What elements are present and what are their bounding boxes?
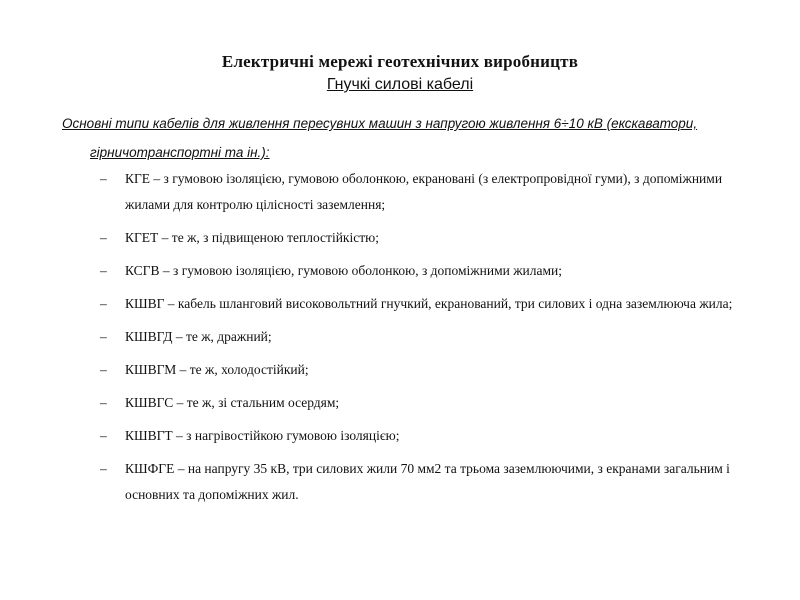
cable-type-list [100,166,760,515]
dash-bullet: – [100,461,107,476]
list-item-text: КГЕТ – те ж, з підвищеною теплостійкістю; [125,230,379,245]
slide-title: Електричні мережі геотехнічних виробництв [221,52,579,71]
list-item [100,390,760,416]
dash-bullet: – [100,329,107,344]
list-item [100,357,760,383]
list-item [100,291,760,317]
intro-line-2: гірничотранспортні та ін.): [90,145,270,160]
list-item [100,166,760,218]
dash-bullet: – [100,296,107,311]
dash-bullet: – [100,171,107,186]
slide-subtitle: Гнучкі силові кабелі [326,76,474,93]
dash-bullet: – [100,362,107,377]
list-item-text: КШВГМ – те ж, холодостійкий; [125,362,309,377]
intro-text [62,109,742,167]
list-item [100,423,760,449]
dash-bullet: – [100,428,107,443]
list-item-text: КШВГД – те ж, дражний; [125,329,272,344]
list-item [100,324,760,350]
list-item-text: КШВГТ – з нагрівостійкою гумовою ізоляцією; [125,428,400,443]
intro-line-1: Основні типи кабелів для живлення пересувних машин з напругою живлення 6÷10 кВ (екскаватори, [62,116,698,131]
list-item-text: КШФГЕ – на напругу 35 кВ, три силових жили 70 мм2 та трьома заземлюючими, з екранами загальним і основних та допоміжних жил. [125,461,730,502]
list-item [100,258,760,284]
list-item-text: КГЕ – з гумовою ізоляцією, гумовою оболонкою, екрановані (з електропровідної гуми), з допоміжними жилами для контролю цілісності заземлення; [125,171,723,212]
list-item [100,456,760,508]
dash-bullet: – [100,263,107,278]
list-item-text: КШВГ – кабель шланговий високовольтний гнучкий, екранований, три силових і одна заземлююча жила; [125,296,733,311]
list-item-text: КСГВ – з гумовою ізоляцією, гумовою оболонкою, з допоміжними жилами; [125,263,563,278]
dash-bullet: – [100,395,107,410]
dash-bullet: – [100,230,107,245]
list-item-text: КШВГС – те ж, зі стальним осердям; [125,395,340,410]
list-item [100,225,760,251]
